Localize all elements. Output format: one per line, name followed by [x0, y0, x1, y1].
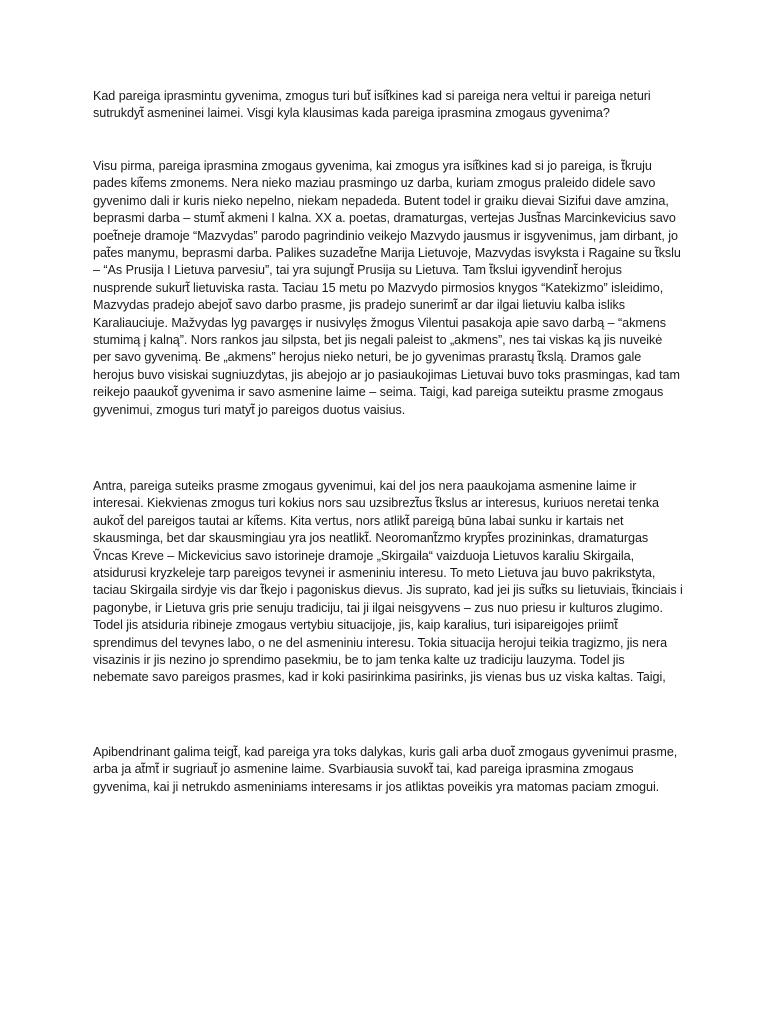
paragraph-second-argument: Antra, pareiga suteiks prasme zmogaus gyvenimui, kai del jos nera paaukojama asmenine laime ir interesai. Kiekvienas zmogus turi kokius nors sau uzsibrezt̃us t̃kslus ar interesus, kuriuos neretai tenka aukot̃ del pareigos tautai ar kit̃ems. Kita vertus, nors atlikt̃ pareigą būna labai sunku ir kartais net skausminga, bet dar skausmingiau yra jos neatlikt̃. Neoromant̃zmo krypt̃es prozininkas, dramaturgas Ṽncas Kreve – Mickevicius savo istorineje dramoje „Skirgaila“ vaizduoja Lietuvos karaliu Skirgaila, atsidurusi kryzkeleje tarp pareigos tevynei ir asmeniniu interesu. To meto Lietuva jau buvo pakrikstyta, taciau Skirgaila sirdyje vis dar t̃kejo i pagoniskus dievus. Jis suprato, kad jei jis sut̃ks su lietuviais, t̃kinciais i pagonybe, ir Lietuva gris prie senuju tradiciju, tai ji ilgai neisgyvens – zus nuo priesu ir kulturos zlugimo. Todel jis atsiduria ribineje zmogaus vertybiu situacijoje, jis, kaip karalius, turi isipareigojes priimt̃ sprendimus del tevynes labo, o ne del asmeniniu interesu. Tokia situacija herojui teikia tragizmo, jis nera visazinis ir jis nezino jo sprendimo pasekmiu, be to jam tenka kalte uz tradiciju lauzyma. Todel jis nebemate savo pareigos prasmes, kad ir koki pasirinkima pasirinks, jis vienas bus uz viska kaltas. Taigi, [93, 479, 683, 685]
paragraph-conclusion: Apibendrinant galima teigt̃, kad pareiga yra toks dalykas, kuris gali arba duot̃ zmogaus gyvenimui prasme, arba ja at̃mt̃ ir sugriaut̃ jo asmenine laime. Svarbiausia suvokt̃ tai, kad pareiga iprasmina zmogaus gyvenima, kai ji netrukdo asmeniniams interesams ir jos atliktas poveikis yra matomas paciam zmogui. [93, 745, 678, 794]
paragraph-first-argument: Visu pirma, pareiga iprasmina zmogaus gyvenima, kai zmogus yra isit̃kines kad si jo pareiga, is t̃kruju pades kit̃ems zmonems. Nera nieko maziau prasmingo uz darba, kuriam zmogus praleido didele savo gyvenimo dali ir kuris nieko nepelno, niekam nepadeda. Butent todel ir graiku dievai Sizifui dave amzina, beprasmi darba – stumt̃ akmeni I kalna. XX a. poetas, dramaturgas, vertejas Just̃nas Marcinkevicius savo poet̃neje dramoje “Mazvydas” parodo pagrindinio veikejo Mazvydo jausmus ir isgyvenimus, jam dirbant, jo pat̃es manymu, beprasmi darba. Palikes suzadet̃ne Marija Lietuvoje, Mazvydas isvyksta i Ragaine su t̃kslu – “As Prusija I Lietuva parvesiu”, tai yra sujungt̃ Prusija su Lietuva. Tam t̃kslui igyvendint̃ herojus nusprende sukurt̃ lietuviska rasta. Taciau 15 metu po Mazvydo pirmosios knygos “Katekizmo” isleidimo, Mazvydas pradejo abejot̃ savo darbo prasme, jis pradejo sunerimt̃ ar dar ilgai lietuviu kalba isliks Karaliauciuje. Mažvydas lyg pavargęs ir nusivylęs žmogus Vilentui pasakoja apie savo darbą – “akmens stumimą į kalną”. Nors rankos jau silpsta, bet jis negali paleist to „akmens”, nes tai viskas ką jis nuveikė per savo gyvenimą. Be „akmens” herojus nieko neturi, be jo gyvenimas prarastų t̃kslą. Dramos gale herojus buvo visiskai sugniuzdytas, jis abejojo ar jo pasiaukojimas Lietuvai buvo toks prasmingas, kad tam reikejo paaukot̃ gyvenima ir savo asmenine laime – seima. Taigi, kad pareiga suteiktu prasme zmogaus gyvenimui, zmogus turi matyt̃ jo pareigos duotus vaisius. [93, 159, 681, 417]
paragraph-introduction: Kad pareiga iprasmintu gyvenima, zmogus turi but̃ isit̃kines kad si pareiga nera veltui ir pareiga neturi sutrukdyt̃ asmeninei laimei. Visgi kyla klausimas kada pareiga iprasmina zmogaus gyvenima? [93, 89, 651, 121]
